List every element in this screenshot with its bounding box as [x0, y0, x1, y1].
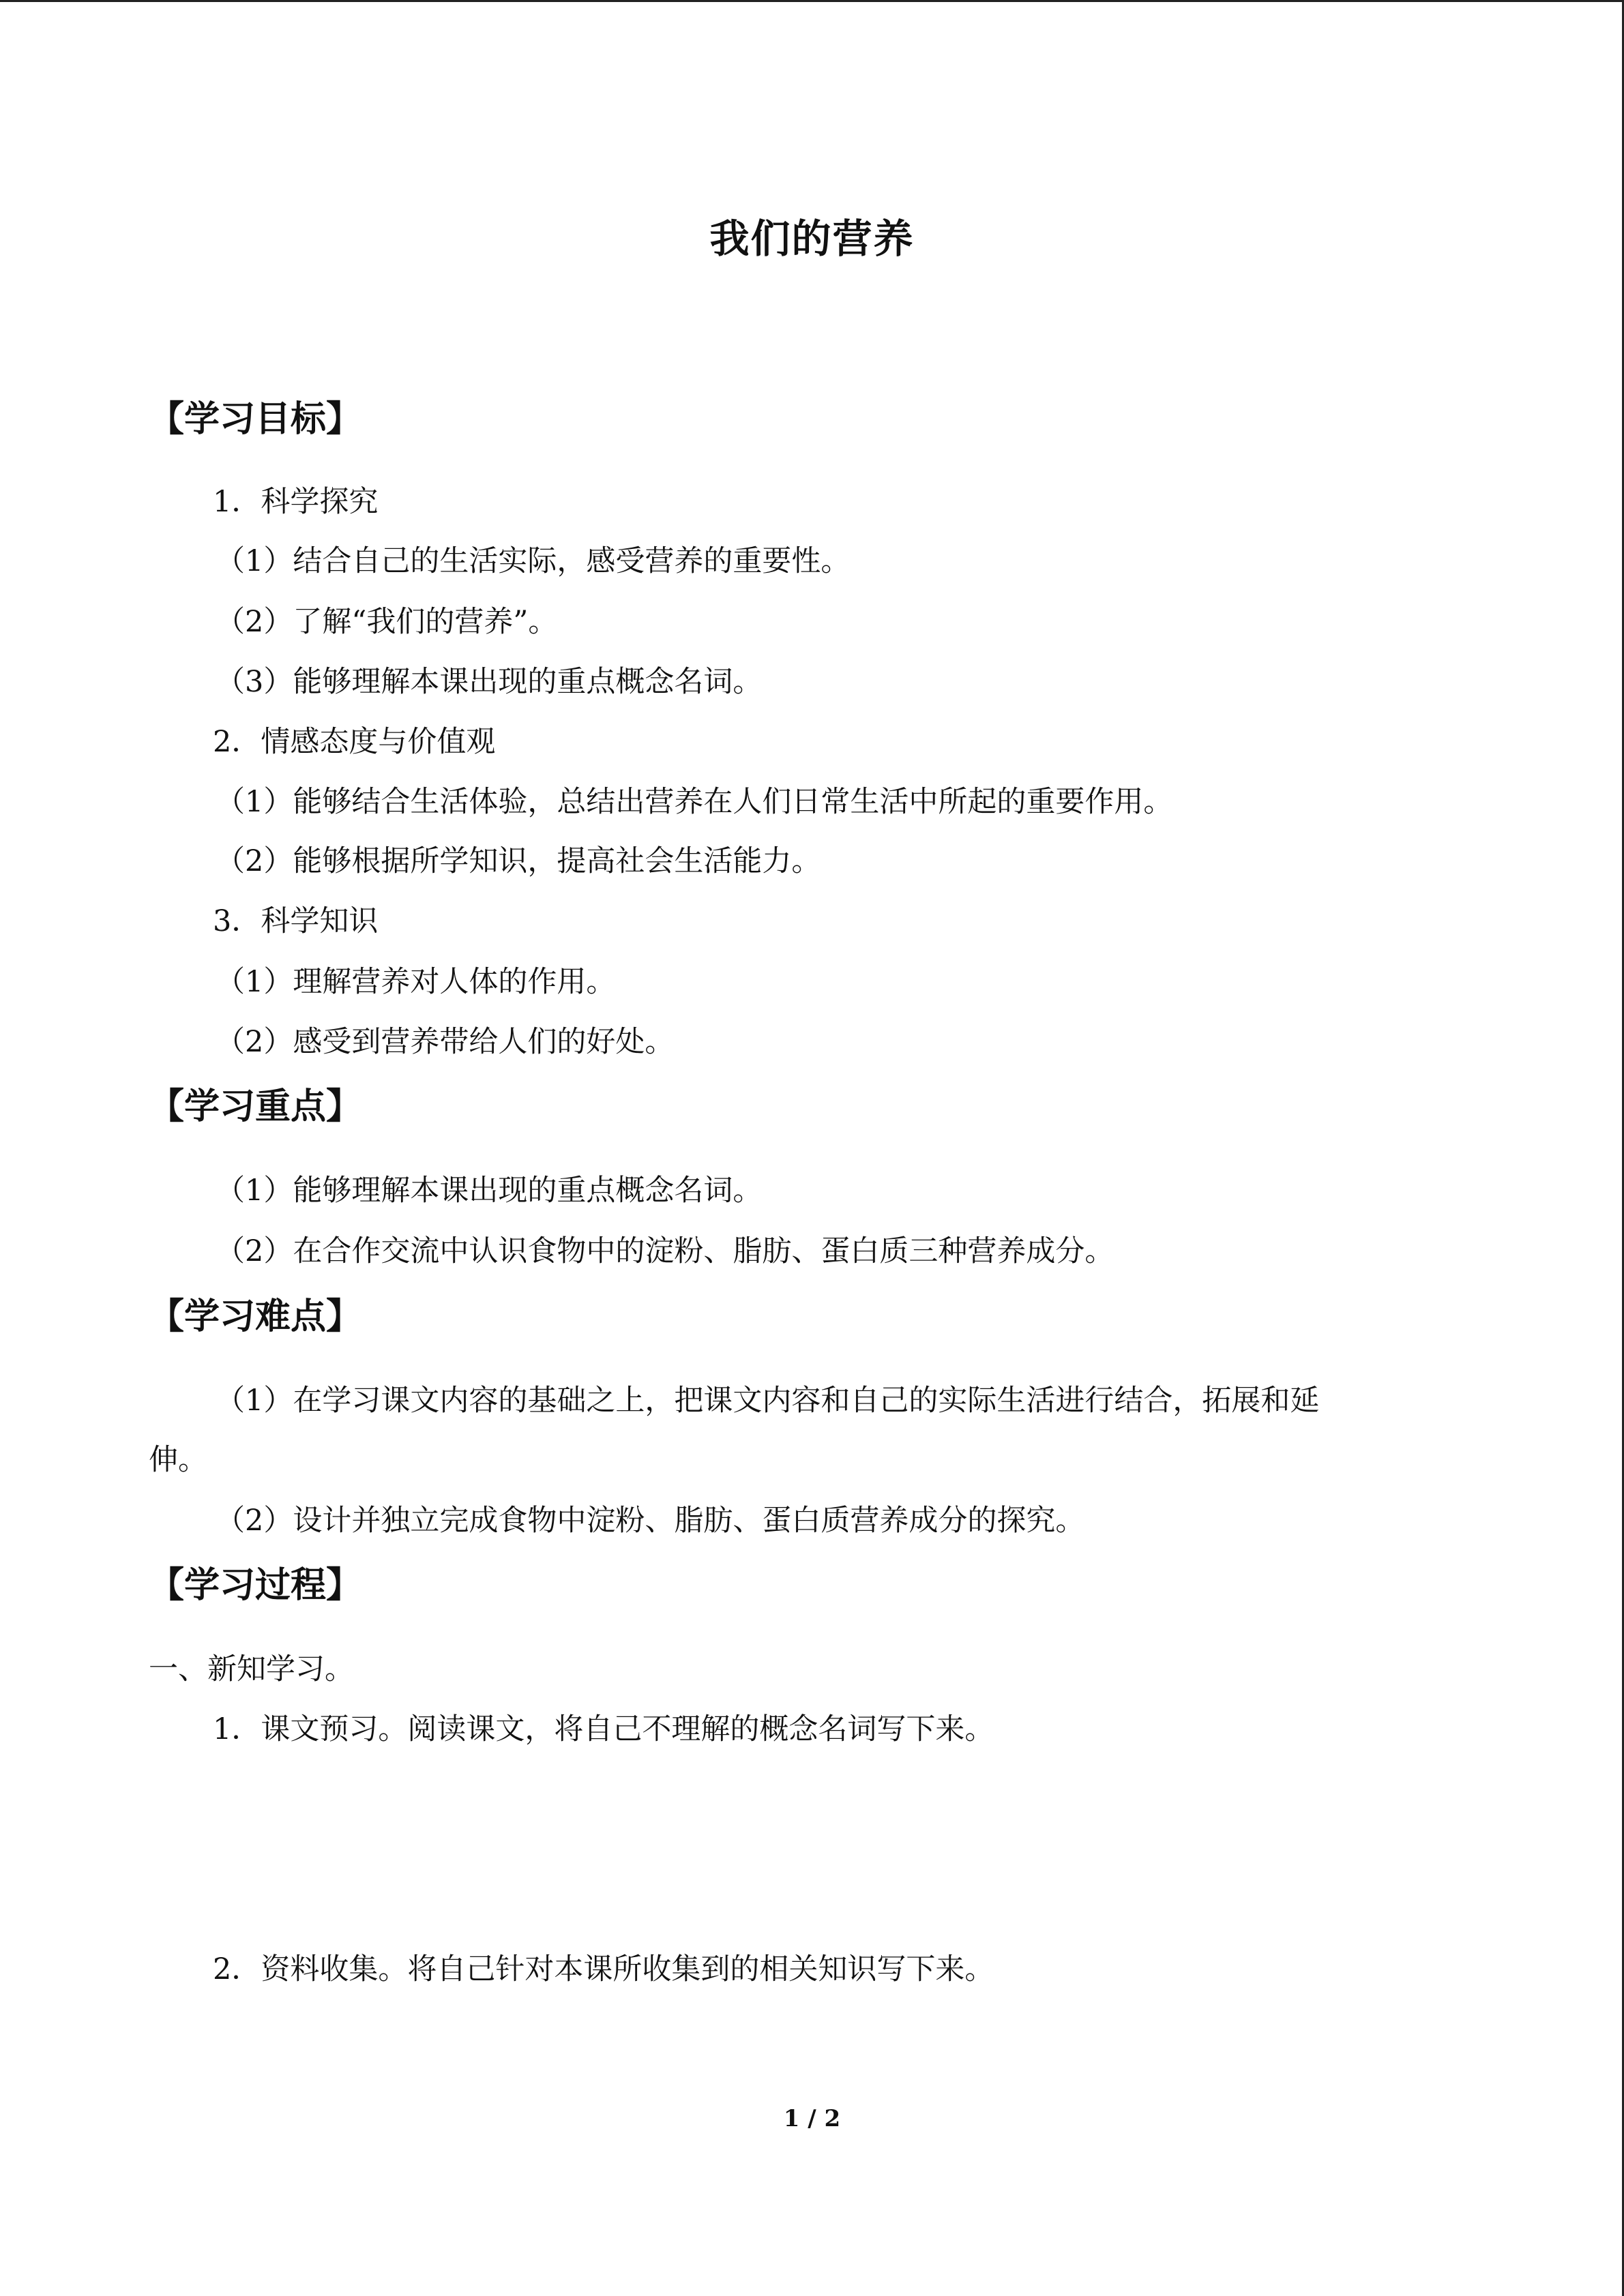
key-point-line: （1）能够理解本课出现的重点概念名词。: [216, 1174, 763, 1208]
objective-line: （2）能够根据所学知识，提高社会生活能力。: [216, 844, 821, 878]
objective-line: （2）了解“我们的营养”。: [216, 605, 558, 639]
objective-line: 3．科学知识: [213, 904, 379, 938]
objective-line: 1．科学探究: [213, 485, 379, 519]
heading-objectives: 【学习目标】: [149, 399, 362, 440]
process-line: 2．资料收集。将自己针对本课所收集到的相关知识写下来。: [213, 1952, 994, 1986]
difficulty-line: 伸。: [149, 1443, 207, 1477]
process-line: 1．课文预习。阅读课文，将自己不理解的概念名词写下来。: [213, 1712, 994, 1746]
difficulty-line: （1）在学习课文内容的基础之上，把课文内容和自己的实际生活进行结合，拓展和延: [216, 1384, 1320, 1418]
objective-line: （3）能够理解本课出现的重点概念名词。: [216, 665, 763, 699]
objective-line: 2．情感态度与价值观: [213, 725, 496, 759]
objective-line: （1）能够结合生活体验，总结出营养在人们日常生活中所起的重要作用。: [216, 785, 1173, 819]
page-border-top: [0, 0, 1624, 2]
heading-process: 【学习过程】: [149, 1565, 362, 1606]
key-point-line: （2）在合作交流中认识食物中的淀粉、脂肪、蛋白质三种营养成分。: [216, 1234, 1114, 1268]
objective-line: （2）感受到营养带给人们的好处。: [216, 1025, 675, 1059]
heading-difficulties: 【学习难点】: [149, 1296, 362, 1337]
document-title: 我们的营养: [709, 215, 915, 262]
page-number: 1 / 2: [783, 2105, 841, 2132]
objective-line: （1）理解营养对人体的作用。: [216, 965, 616, 999]
difficulty-line: （2）设计并独立完成食物中淀粉、脂肪、蛋白质营养成分的探究。: [216, 1504, 1085, 1538]
process-line: 一、新知学习。: [149, 1652, 354, 1686]
heading-key-points: 【学习重点】: [149, 1086, 362, 1127]
objective-line: （1）结合自己的生活实际，感受营养的重要性。: [216, 544, 851, 578]
